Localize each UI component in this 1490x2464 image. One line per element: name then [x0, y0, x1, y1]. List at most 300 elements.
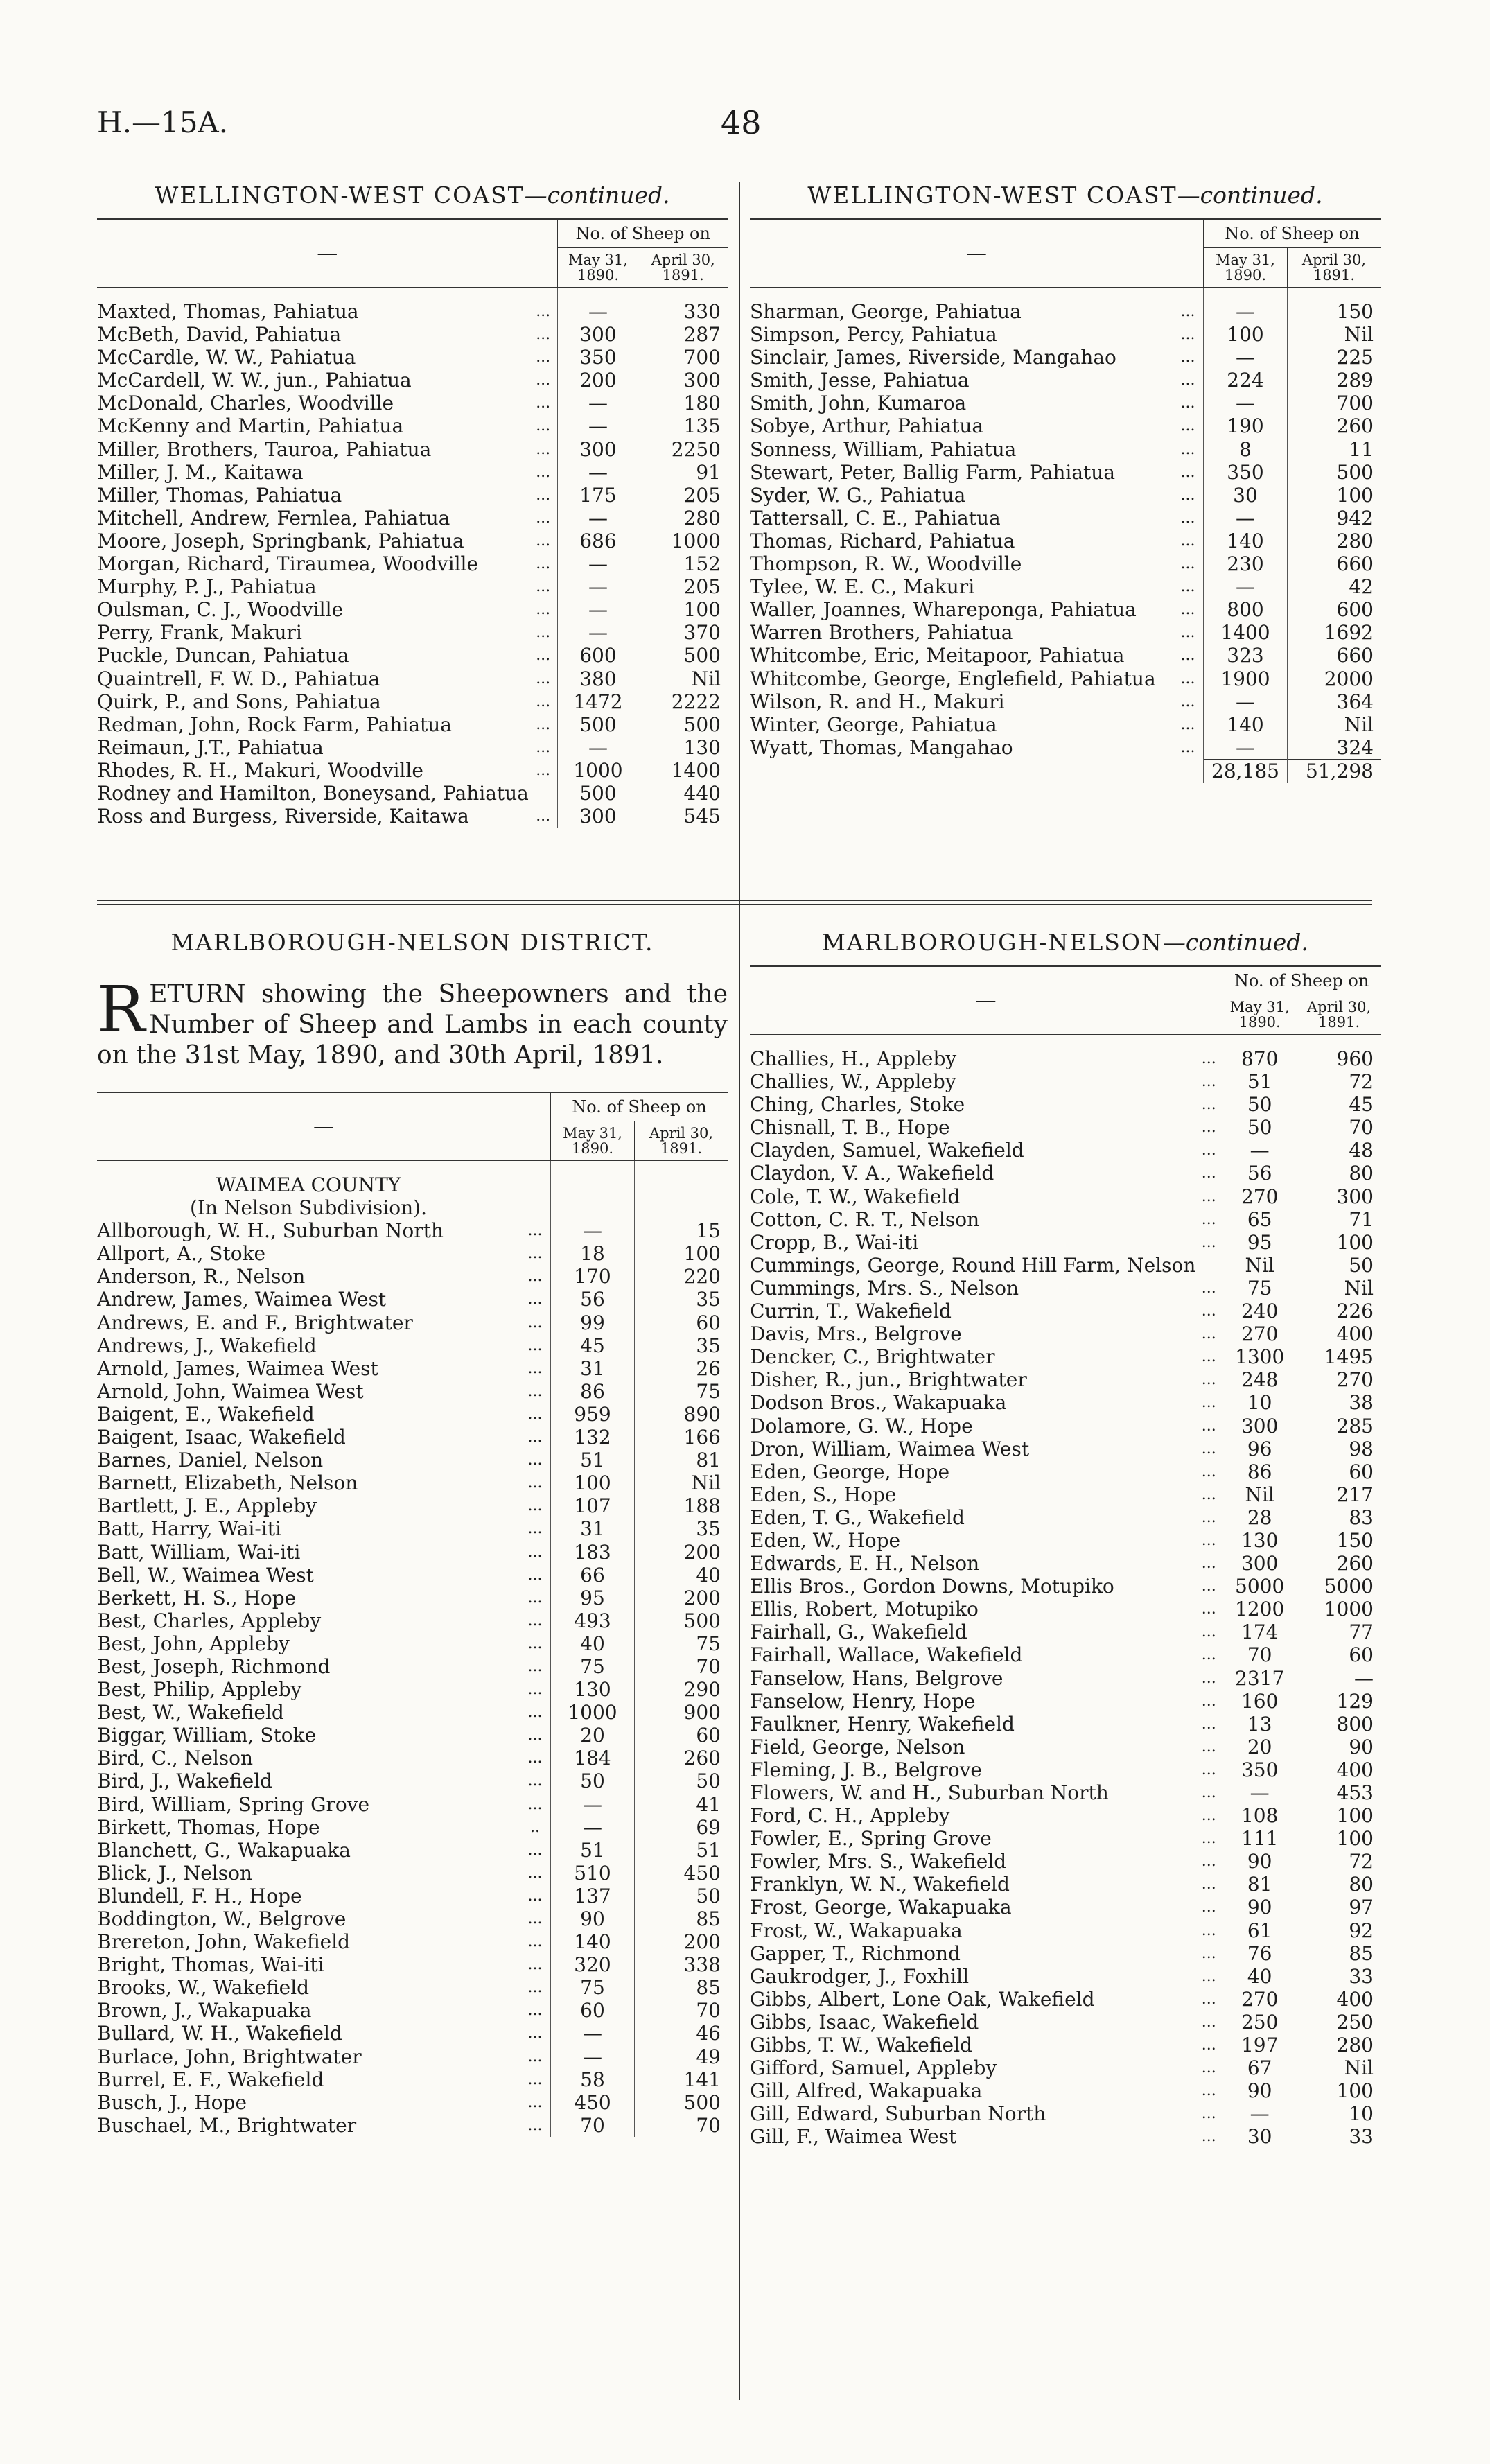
table-row — [97, 1770, 728, 1792]
leader-dots: ... — [1201, 1302, 1216, 1320]
sheep-may-1890: 300 — [558, 323, 638, 346]
table-row — [750, 690, 1381, 713]
table-row — [750, 1827, 1381, 1850]
leader-dots: ... — [536, 555, 551, 573]
owner-name: Fleming, J. B., Belgrove — [750, 1758, 983, 1781]
sheep-april-1891: Nil — [1288, 713, 1381, 736]
table-row — [750, 621, 1381, 644]
table-row — [97, 1930, 728, 1953]
marlborough-right-section — [750, 929, 1381, 2149]
owner-name: Stewart, Peter, Ballig Farm, Pahiatua — [750, 460, 1116, 484]
owner-name: Syder, W. G., Pahiatua — [750, 483, 966, 507]
leader-dots: ... — [1201, 1807, 1216, 1825]
sheep-may-1890: 66 — [551, 1564, 635, 1587]
owner-name: Buschael, M., Brightwater — [97, 2113, 357, 2137]
owner-name: Perry, Frank, Makuri — [97, 621, 302, 645]
table-row — [750, 1116, 1381, 1139]
leader-dots: ... — [536, 761, 551, 779]
leader-dots: ... — [527, 1359, 543, 1377]
table-row — [750, 1620, 1381, 1643]
table-row — [750, 1231, 1381, 1254]
sheep-april-1891: 60 — [635, 1724, 728, 1747]
table-row — [97, 667, 728, 690]
sheep-may-1890: 99 — [551, 1311, 635, 1334]
leader-dots: ... — [527, 1681, 543, 1699]
header-april-1891: April 30, 1891. — [1288, 248, 1381, 288]
table-row — [750, 1781, 1381, 1804]
sheep-april-1891: 26 — [635, 1357, 728, 1380]
owner-name: Baigent, E., Wakefield — [97, 1402, 315, 1426]
sheep-may-1890: 75 — [551, 1655, 635, 1678]
table-row — [97, 1517, 728, 1540]
page-number: 48 — [721, 104, 762, 141]
table-row — [97, 644, 728, 667]
leader-dots: ... — [527, 1795, 543, 1813]
section-title: MARLBOROUGH-NELSON DISTRICT. — [170, 929, 654, 956]
leader-dots: ... — [1201, 1233, 1216, 1251]
sheep-april-1891: 1000 — [638, 530, 728, 552]
sheep-may-1890: — — [551, 1816, 635, 1839]
owner-name: Murphy, P. J., Pahiatua — [97, 575, 317, 599]
sheep-may-1890: 140 — [1204, 530, 1288, 552]
sheep-april-1891: 150 — [1297, 1529, 1381, 1552]
sheep-april-1891: 660 — [1288, 644, 1381, 667]
leader-dots: ... — [1201, 2105, 1216, 2123]
leader-dots: ... — [536, 624, 551, 642]
sheep-may-1890: — — [551, 2045, 635, 2068]
leader-dots: ... — [1180, 509, 1195, 527]
table-row — [97, 1747, 728, 1770]
sheep-april-1891: 41 — [635, 1793, 728, 1816]
leader-dots: ... — [1180, 670, 1195, 688]
sheep-april-1891: 324 — [1288, 736, 1381, 760]
owner-name: Cole, T. W., Wakefield — [750, 1185, 961, 1208]
leader-dots: ... — [536, 670, 551, 688]
sheep-may-1890: 95 — [1222, 1231, 1297, 1254]
owner-name: Biggar, William, Stoke — [97, 1724, 317, 1747]
leader-dots: ... — [527, 2002, 543, 2020]
section-title-suffix: —continued. — [524, 182, 670, 209]
sheep-may-1890: 230 — [1204, 552, 1288, 575]
sheep-may-1890: — — [551, 2022, 635, 2045]
leader-dots: ... — [536, 807, 551, 825]
leader-dots: ... — [1201, 1371, 1216, 1389]
table-row — [97, 346, 728, 369]
sheep-may-1890: 90 — [551, 1907, 635, 1930]
leader-dots: ... — [536, 463, 551, 481]
sheep-april-1891: 217 — [1297, 1483, 1381, 1506]
section-title — [750, 929, 1381, 956]
sheep-may-1890: 20 — [1222, 1736, 1297, 1758]
leader-dots: ... — [527, 1772, 543, 1790]
owner-name: Winter, George, Pahiatua — [750, 713, 997, 736]
owner-name: Claydon, V. A., Wakefield — [750, 1162, 994, 1185]
section-title-suffix: —continued. — [1162, 929, 1308, 956]
sheep-may-1890: 450 — [551, 2091, 635, 2114]
owner-name: Dodson Bros., Wakapuaka — [750, 1391, 1007, 1415]
owner-name: Oulsman, C. J., Woodville — [97, 598, 344, 622]
leader-dots: ... — [1180, 624, 1195, 642]
sheep-april-1891: 2250 — [638, 438, 728, 461]
sheep-april-1891: 70 — [635, 1655, 728, 1678]
sheep-may-1890: 8 — [1204, 438, 1288, 461]
table-row — [97, 1655, 728, 1678]
sheep-may-1890: 40 — [1222, 1965, 1297, 1988]
sheep-may-1890: 56 — [551, 1288, 635, 1311]
sheep-april-1891: Nil — [1288, 323, 1381, 346]
sheep-may-1890: 28 — [1222, 1506, 1297, 1529]
owner-name: Thomas, Richard, Pahiatua — [750, 529, 1015, 552]
sheep-april-1891: 370 — [638, 621, 728, 644]
owner-name: Blick, J., Nelson — [97, 1861, 252, 1885]
table-row — [750, 2125, 1381, 2148]
leader-dots: ... — [527, 2093, 543, 2111]
leader-dots: ... — [536, 509, 551, 527]
table-row — [750, 414, 1381, 437]
sheep-may-1890: 58 — [551, 2068, 635, 2091]
sheep-may-1890: 270 — [1222, 1988, 1297, 2011]
table-row — [750, 2079, 1381, 2102]
sheep-may-1890: 175 — [558, 484, 638, 507]
owner-name: Challies, W., Appleby — [750, 1070, 956, 1094]
table-row — [97, 484, 728, 507]
sheep-april-1891: 400 — [1297, 1988, 1381, 2011]
sheep-may-1890: 1472 — [558, 690, 638, 713]
sheep-may-1890: 40 — [551, 1632, 635, 1655]
owner-name: McCardle, W. W., Pahiatua — [97, 346, 356, 369]
sheep-may-1890: 190 — [1204, 414, 1288, 437]
sheep-april-1891: 70 — [635, 1999, 728, 2022]
sheep-may-1890: 61 — [1222, 1919, 1297, 1942]
table-row — [750, 1942, 1381, 1965]
sheep-april-1891: 92 — [1297, 1919, 1381, 1942]
leader-dots: ... — [1201, 1898, 1216, 1916]
leader-dots: ... — [1180, 303, 1195, 320]
sheep-may-1890: 130 — [551, 1678, 635, 1701]
owner-name: Rodney and Hamilton, Boneysand, Pahiatua — [97, 781, 529, 805]
sheep-may-1890: 96 — [1222, 1438, 1297, 1460]
leader-dots: ... — [536, 372, 551, 390]
sheep-may-1890: 90 — [1222, 2079, 1297, 2102]
leader-dots: ... — [1180, 326, 1195, 344]
sheep-april-1891: 42 — [1288, 575, 1381, 598]
owner-name: Cropp, B., Wai-iti — [750, 1230, 919, 1254]
owner-name: Andrews, E. and F., Brightwater — [97, 1311, 413, 1334]
table-row — [97, 1380, 728, 1403]
owner-name: Barnes, Daniel, Nelson — [97, 1449, 324, 1472]
sheep-may-1890: 100 — [1204, 323, 1288, 346]
leader-dots: ... — [527, 1497, 543, 1515]
sheep-april-1891: 69 — [635, 1816, 728, 1839]
total-row — [750, 759, 1381, 783]
leader-dots: ... — [527, 2116, 543, 2134]
owner-name: Smith, Jesse, Pahiatua — [750, 369, 970, 392]
table-row — [750, 1438, 1381, 1460]
sheep-may-1890: — — [551, 1219, 635, 1242]
sheep-april-1891: 200 — [635, 1930, 728, 1953]
sheep-april-1891: 91 — [638, 461, 728, 484]
table-row — [750, 1185, 1381, 1208]
table-row — [97, 1334, 728, 1357]
leader-dots: ... — [1201, 1646, 1216, 1664]
leader-dots: ... — [527, 1268, 543, 1286]
table-row — [97, 369, 728, 392]
owner-name: Miller, J. M., Kaitawa — [97, 460, 304, 484]
owner-name: Edwards, E. H., Nelson — [750, 1552, 980, 1575]
leader-dots: ... — [1180, 440, 1195, 458]
sheep-april-1891: Nil — [1297, 2056, 1381, 2079]
owner-name: Andrew, James, Waimea West — [97, 1288, 387, 1311]
table-row — [97, 2022, 728, 2045]
owner-name: Dron, William, Waimea West — [750, 1437, 1030, 1460]
table-row — [750, 507, 1381, 530]
owner-name: Batt, Harry, Wai-iti — [97, 1517, 281, 1541]
sheep-april-1891: 80 — [1297, 1162, 1381, 1185]
owner-name: Miller, Brothers, Tauroa, Pahiatua — [97, 437, 432, 461]
sheep-april-1891: 280 — [1297, 2034, 1381, 2056]
owner-name: Sinclair, James, Riverside, Mangahao — [750, 346, 1116, 369]
leader-dots: ... — [527, 1611, 543, 1629]
sheep-may-1890: 224 — [1204, 369, 1288, 392]
table-row — [97, 1403, 728, 1426]
header-may-1890: May 31, 1890. — [1204, 248, 1288, 288]
leader-dots: ... — [527, 1634, 543, 1652]
sheep-april-1891: 40 — [635, 1564, 728, 1587]
sheep-april-1891: 45 — [1297, 1093, 1381, 1116]
sheep-april-1891: 33 — [1297, 1965, 1381, 1988]
sheep-april-1891: 800 — [1297, 1713, 1381, 1736]
sheep-april-1891: 287 — [638, 323, 728, 346]
table-row — [97, 552, 728, 575]
sheep-may-1890: 500 — [558, 713, 638, 736]
leader-dots: ... — [536, 532, 551, 550]
owner-name: Sharman, George, Pahiatua — [750, 300, 1022, 323]
sheep-april-1891: 338 — [635, 1953, 728, 1976]
sheep-april-1891: 46 — [635, 2022, 728, 2045]
table-row — [750, 1070, 1381, 1093]
leader-dots: ... — [1201, 2082, 1216, 2100]
table-row — [750, 1896, 1381, 1919]
sheep-april-1891: 72 — [1297, 1850, 1381, 1873]
section-title — [97, 182, 728, 209]
sheep-april-1891: 50 — [635, 1770, 728, 1792]
owner-name: Sonness, William, Pahiatua — [750, 437, 1017, 461]
leader-dots: ... — [536, 647, 551, 665]
leader-dots: ... — [527, 1428, 543, 1447]
sheep-table — [750, 965, 1381, 2149]
table-row — [97, 805, 728, 828]
leader-dots: ... — [536, 417, 551, 435]
sheep-may-1890: 323 — [1204, 644, 1288, 667]
header-may-1890: May 31, 1890. — [558, 248, 638, 288]
sheep-may-1890: — — [1222, 1139, 1297, 1162]
table-row — [750, 461, 1381, 484]
sheep-may-1890: 2317 — [1222, 1667, 1297, 1690]
leader-dots: ... — [1180, 417, 1195, 435]
owner-name: Wilson, R. and H., Makuri — [750, 690, 1005, 713]
leader-dots: ... — [1180, 578, 1195, 596]
sheep-may-1890: 50 — [1222, 1093, 1297, 1116]
table-row — [97, 1724, 728, 1747]
leader-dots: ... — [527, 1543, 543, 1561]
sheep-april-1891: 280 — [1288, 530, 1381, 552]
sheep-table — [750, 218, 1381, 783]
sheep-april-1891: 38 — [1297, 1391, 1381, 1414]
sheep-may-1890: 13 — [1222, 1713, 1297, 1736]
table-row — [97, 1471, 728, 1494]
table-row — [97, 575, 728, 598]
marlborough-left-section — [97, 929, 728, 2137]
table-row — [750, 552, 1381, 575]
leader-dots: ... — [536, 578, 551, 596]
sheep-april-1891: 50 — [635, 1885, 728, 1907]
owner-name: Bird, C., Nelson — [97, 1747, 254, 1770]
owner-name: Batt, William, Wai-iti — [97, 1540, 301, 1564]
sheep-may-1890: 350 — [1222, 1758, 1297, 1781]
sheep-april-1891: 260 — [1297, 1552, 1381, 1575]
owner-name: Gibbs, Albert, Lone Oak, Wakefield — [750, 1987, 1095, 2011]
sheep-may-1890: 183 — [551, 1541, 635, 1564]
total-april-1891: 51,298 — [1288, 759, 1381, 783]
leader-dots: ... — [527, 1451, 543, 1469]
owner-name: Bartlett, J. E., Appleby — [97, 1494, 317, 1518]
table-row — [97, 323, 728, 346]
table-row — [750, 346, 1381, 369]
leader-dots: ... — [527, 1589, 543, 1607]
sheep-april-1891: 60 — [1297, 1460, 1381, 1483]
owner-name: Whitcombe, Eric, Meitapoor, Pahiatua — [750, 644, 1125, 667]
owner-name: Quaintrell, F. W. D., Pahiatua — [97, 667, 380, 690]
sheep-may-1890: 1000 — [558, 759, 638, 782]
sheep-april-1891: 35 — [635, 1288, 728, 1311]
sheep-may-1890: 1900 — [1204, 667, 1288, 690]
sheep-may-1890: 45 — [551, 1334, 635, 1357]
sheep-april-1891: 50 — [1297, 1254, 1381, 1277]
owner-name: Gaukrodger, J., Foxhill — [750, 1964, 970, 1988]
sheep-april-1891: 83 — [1297, 1506, 1381, 1529]
leader-dots: ... — [536, 486, 551, 504]
table-row — [97, 1839, 728, 1862]
sheep-may-1890: 31 — [551, 1357, 635, 1380]
leader-dots: ... — [536, 303, 551, 320]
owner-name: Best, Joseph, Richmond — [97, 1654, 331, 1678]
sheep-may-1890: 600 — [558, 644, 638, 667]
sheep-april-1891: 500 — [638, 644, 728, 667]
owner-name: Bird, William, Spring Grove — [97, 1792, 370, 1816]
sheep-may-1890: — — [551, 1793, 635, 1816]
table-row — [750, 1713, 1381, 1736]
table-row — [750, 644, 1381, 667]
sheep-april-1891: 2222 — [638, 690, 728, 713]
owner-name: Cummings, George, Round Hill Farm, Nelson — [750, 1253, 1196, 1277]
drop-cap: R — [97, 972, 146, 1047]
sheep-may-1890: — — [1204, 300, 1288, 323]
owner-name: Burlace, John, Brightwater — [97, 2045, 362, 2068]
table-row — [750, 1506, 1381, 1529]
leader-dots: ... — [536, 394, 551, 412]
owner-name: Dolamore, G. W., Hope — [750, 1414, 973, 1438]
sheep-may-1890: — — [558, 392, 638, 414]
leader-dots: ... — [1201, 1578, 1216, 1596]
sheep-april-1891: 364 — [1288, 690, 1381, 713]
sheep-april-1891: 141 — [635, 2068, 728, 2091]
sheep-april-1891: 129 — [1297, 1690, 1381, 1713]
table-row — [97, 1265, 728, 1288]
sheep-may-1890: 67 — [1222, 2056, 1297, 2079]
leader-dots: ... — [536, 715, 551, 733]
table-row — [750, 1300, 1381, 1322]
sheep-april-1891: 545 — [638, 805, 728, 828]
leader-dots: ... — [527, 1520, 543, 1538]
leader-dots: ... — [1180, 394, 1195, 412]
section-title-suffix: —continued. — [1177, 182, 1323, 209]
owner-name: Allport, A., Stoke — [97, 1242, 266, 1266]
sheep-april-1891: 75 — [635, 1380, 728, 1403]
sheep-april-1891: 300 — [638, 369, 728, 392]
sheep-may-1890: — — [558, 598, 638, 621]
owner-name: Gill, F., Waimea West — [750, 2125, 957, 2149]
table-row — [750, 1804, 1381, 1827]
sheep-may-1890: 90 — [1222, 1850, 1297, 1873]
sheep-may-1890: 65 — [1222, 1208, 1297, 1231]
table-row — [97, 1494, 728, 1517]
leader-dots: ... — [527, 1704, 543, 1722]
table-row — [97, 1793, 728, 1816]
table-row — [97, 414, 728, 437]
table-row — [97, 438, 728, 461]
table-row — [750, 1873, 1381, 1896]
sheep-may-1890: 300 — [558, 438, 638, 461]
table-row — [750, 1162, 1381, 1185]
leader-dots: ... — [1201, 1325, 1216, 1343]
owner-name: Thompson, R. W., Woodville — [750, 552, 1022, 576]
sheep-may-1890: — — [558, 300, 638, 323]
table-row — [97, 1357, 728, 1380]
leader-dots: ... — [1201, 1921, 1216, 1939]
intro-text: ETURN showing the Sheepowners and the Number of Sheep and Lambs in each county on the 31st May, 1890, and 30th April, 1891. — [97, 980, 728, 1069]
sheep-may-1890: — — [1204, 690, 1288, 713]
sheep-april-1891: 5000 — [1297, 1575, 1381, 1598]
sheep-april-1891: 49 — [635, 2045, 728, 2068]
leader-dots: ... — [536, 440, 551, 458]
owner-name: Waller, Joannes, Whareponga, Pahiatua — [750, 598, 1137, 622]
leader-dots: ... — [1180, 532, 1195, 550]
table-row — [97, 2068, 728, 2091]
header-group: No. of Sheep on — [551, 1092, 728, 1121]
table-row — [97, 690, 728, 713]
leader-dots: ... — [1201, 1073, 1216, 1091]
owner-name: Fairhall, G., Wakefield — [750, 1620, 967, 1644]
table-row — [97, 1701, 728, 1724]
header-name-column: — — [750, 219, 1204, 288]
table-row — [750, 1277, 1381, 1300]
sheep-may-1890: 108 — [1222, 1804, 1297, 1827]
sheep-may-1890: 270 — [1222, 1322, 1297, 1345]
sheep-may-1890: 86 — [1222, 1460, 1297, 1483]
table-row — [750, 1643, 1381, 1666]
table-row — [750, 1736, 1381, 1758]
leader-dots: ... — [536, 326, 551, 344]
leader-dots: ... — [536, 349, 551, 367]
leader-dots: ... — [527, 1222, 543, 1240]
table-row — [750, 1368, 1381, 1391]
owner-name: Davis, Mrs., Belgrove — [750, 1322, 962, 1346]
table-row — [750, 1093, 1381, 1116]
wellington-right-section — [750, 182, 1381, 783]
table-row — [750, 438, 1381, 461]
table-row — [97, 1678, 728, 1701]
table-row — [97, 2091, 728, 2114]
